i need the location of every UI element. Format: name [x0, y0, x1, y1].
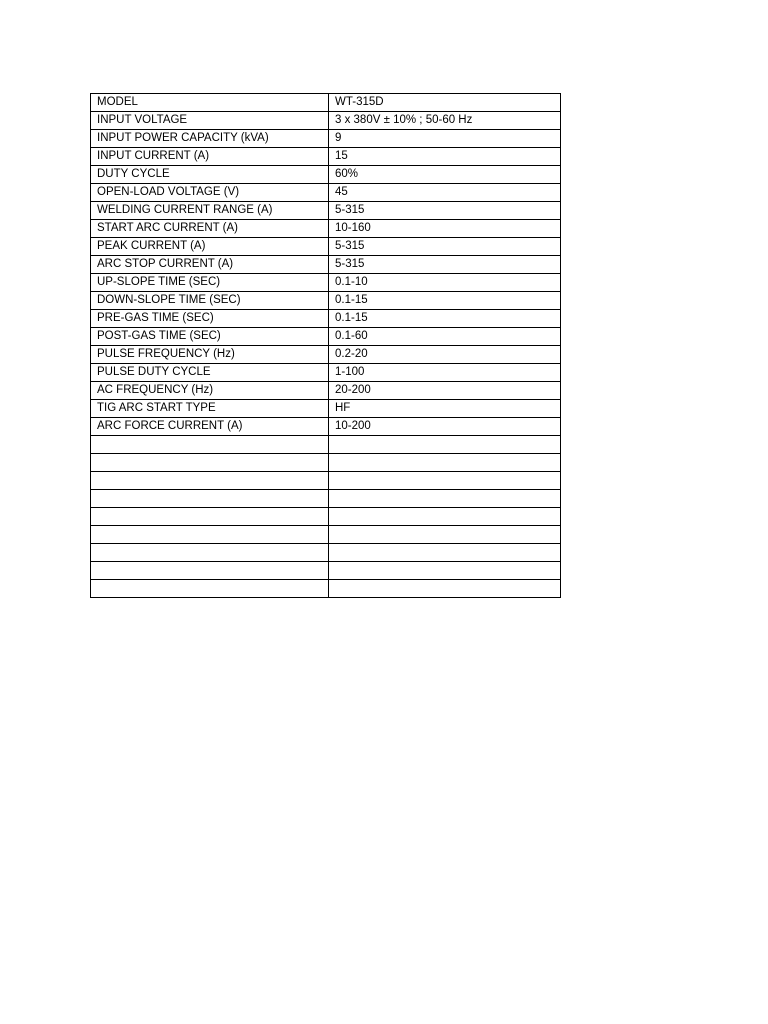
value-cell: 10-200 [329, 418, 561, 436]
parameter-cell: INPUT VOLTAGE [91, 112, 329, 130]
value-cell: 0.2-20 [329, 346, 561, 364]
parameter-cell: ARC STOP CURRENT (A) [91, 256, 329, 274]
parameter-cell: TIG ARC START TYPE [91, 400, 329, 418]
value-cell: 5-315 [329, 202, 561, 220]
value-cell [329, 508, 561, 526]
value-cell: 0.1-15 [329, 292, 561, 310]
value-cell [329, 526, 561, 544]
table-row [91, 220, 561, 238]
table-row [91, 508, 561, 526]
parameter-cell: ARC FORCE CURRENT (A) [91, 418, 329, 436]
table-row [91, 112, 561, 130]
table-row [91, 202, 561, 220]
parameter-cell: OPEN-LOAD VOLTAGE (V) [91, 184, 329, 202]
value-cell: 9 [329, 130, 561, 148]
table-row [91, 472, 561, 490]
value-cell: 0.1-60 [329, 328, 561, 346]
parameter-cell [91, 472, 329, 490]
parameter-cell: PULSE FREQUENCY (Hz) [91, 346, 329, 364]
parameter-cell: INPUT CURRENT (A) [91, 148, 329, 166]
value-cell: 10-160 [329, 220, 561, 238]
parameter-cell [91, 580, 329, 598]
table-row [91, 562, 561, 580]
parameter-cell: INPUT POWER CAPACITY (kVA) [91, 130, 329, 148]
table-row [91, 400, 561, 418]
table-row [91, 580, 561, 598]
value-cell: 1-100 [329, 364, 561, 382]
value-cell: 20-200 [329, 382, 561, 400]
specification-table-body [91, 94, 561, 598]
parameter-cell: POST-GAS TIME (SEC) [91, 328, 329, 346]
value-cell [329, 490, 561, 508]
table-row [91, 292, 561, 310]
table-row [91, 238, 561, 256]
parameter-cell [91, 562, 329, 580]
parameter-cell [91, 454, 329, 472]
value-cell: 3 x 380V ± 10% ; 50-60 Hz [329, 112, 561, 130]
specification-table [90, 93, 561, 598]
parameter-cell: UP-SLOPE TIME (SEC) [91, 274, 329, 292]
value-cell: 45 [329, 184, 561, 202]
value-cell: 60% [329, 166, 561, 184]
table-row [91, 436, 561, 454]
table-row [91, 256, 561, 274]
parameter-cell [91, 490, 329, 508]
parameter-cell: PRE-GAS TIME (SEC) [91, 310, 329, 328]
table-row [91, 310, 561, 328]
table-row [91, 184, 561, 202]
value-cell: 0.1-10 [329, 274, 561, 292]
value-cell [329, 580, 561, 598]
parameter-cell: AC FREQUENCY (Hz) [91, 382, 329, 400]
value-cell: 0.1-15 [329, 310, 561, 328]
table-row [91, 364, 561, 382]
table-row [91, 166, 561, 184]
table-row [91, 148, 561, 166]
value-cell [329, 544, 561, 562]
table-row [91, 130, 561, 148]
table-row [91, 454, 561, 472]
table-row [91, 346, 561, 364]
parameter-cell: START ARC CURRENT (A) [91, 220, 329, 238]
table-row [91, 526, 561, 544]
parameter-cell [91, 436, 329, 454]
value-cell: 15 [329, 148, 561, 166]
parameter-cell: DOWN-SLOPE TIME (SEC) [91, 292, 329, 310]
value-cell [329, 562, 561, 580]
value-cell [329, 436, 561, 454]
parameter-cell: WELDING CURRENT RANGE (A) [91, 202, 329, 220]
parameter-cell: PEAK CURRENT (A) [91, 238, 329, 256]
parameter-cell [91, 508, 329, 526]
value-cell: WT-315D [329, 94, 561, 112]
parameter-cell: MODEL [91, 94, 329, 112]
table-row [91, 490, 561, 508]
value-cell: 5-315 [329, 238, 561, 256]
value-cell: HF [329, 400, 561, 418]
table-row [91, 274, 561, 292]
table-row [91, 382, 561, 400]
value-cell: 5-315 [329, 256, 561, 274]
table-row [91, 418, 561, 436]
parameter-cell: DUTY CYCLE [91, 166, 329, 184]
value-cell [329, 454, 561, 472]
parameter-cell [91, 544, 329, 562]
table-row [91, 544, 561, 562]
value-cell [329, 472, 561, 490]
parameter-cell: PULSE DUTY CYCLE [91, 364, 329, 382]
table-row [91, 94, 561, 112]
parameter-cell [91, 526, 329, 544]
table-row [91, 328, 561, 346]
